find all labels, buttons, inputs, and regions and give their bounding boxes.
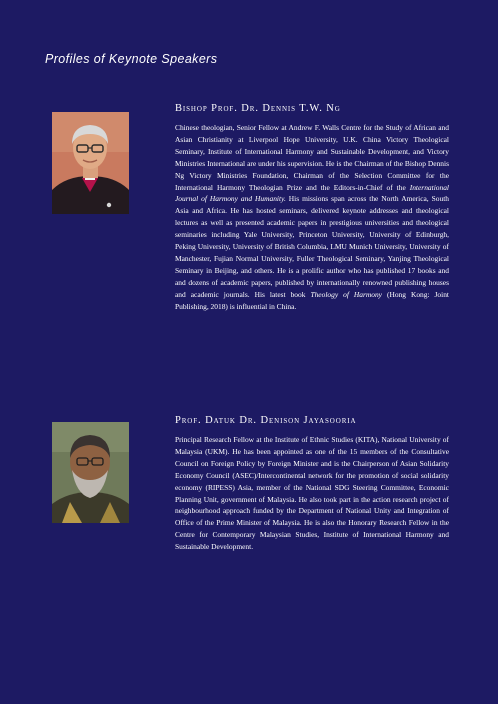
bio-text: (Hong Kong: Joint Publishing, 2018) is influential in China. <box>175 289 449 311</box>
speaker-bio <box>175 434 449 553</box>
bio-italic-text: International Journal of Harmony and Humanity. <box>175 182 449 204</box>
bio-italic-text: Theology of Harmony <box>310 289 382 299</box>
speaker-photo <box>52 422 129 523</box>
speaker-name: Prof. Datuk Dr. Denison Jayasooria <box>175 415 357 426</box>
page-title: Profiles of Keynote Speakers <box>45 52 218 66</box>
bio-text: Principal Research Fellow at the Institute of Ethnic Studies (KITA), National University of Malaysia (UKM). He has been appointed as one of the 15 members of the Consultative Council on Foreign Policy by Foreign Minister and is the Chairperson of Asian Solidarity Economy Council (ASEC)/Intercontinental network for the promotion of social solidarity economy (RIPESS) Asia, member of the National SDG Steering Committee, Economic Planning Unit, government of Malaysia. He also took part in the action research project of neighbourhood approach funded by the Department of National Unity and Integration of Office of the Prime Minister of Malaysia. He is also the Honorary Research Fellow in the Centre for Contemporary Malaysian Studies, Institute of International Harmony and Sustainable Development. <box>175 435 449 552</box>
speaker-name: Bishop Prof. Dr. Dennis T.W. Ng <box>175 103 341 114</box>
speaker-bio <box>175 122 449 313</box>
speaker-photo <box>52 112 129 214</box>
bio-text: Chinese theologian, Senior Fellow at Andrew F. Walls Centre for the Study of African and Asian Christianity at Liverpool Hope University, U.K. China Victory Theological Seminary, Institute of International Harmony and Sustainable Development, and Victory Ministries International are under his supervision. He is the Chairman of the Bishop Dennis Ng Victory Ministries Foundation, Chairman of the Selection Committee for the International Harmony Theologian Prize and the Editors-in-Chief of the <box>175 123 449 192</box>
bio-text: His missions span across the North America, South Asia and Africa. He has hosted seminars, delivered keynote addresses and theological lectures as well as presented academic papers in prestigious universities and theological seminaries including Yale University, Princeton University, University of Edinburgh, Peking University, University of British Columbia, LMU Munich University, University of Manchester, Fujian Normal University, Fuller Theological Seminary, Yanjing Theological Seminary in Beijing, and others. He is a prolific author who has published 17 books and and dozens of academic papers, published by internationally renowned publishing houses and academic journals. His latest book <box>175 194 449 299</box>
